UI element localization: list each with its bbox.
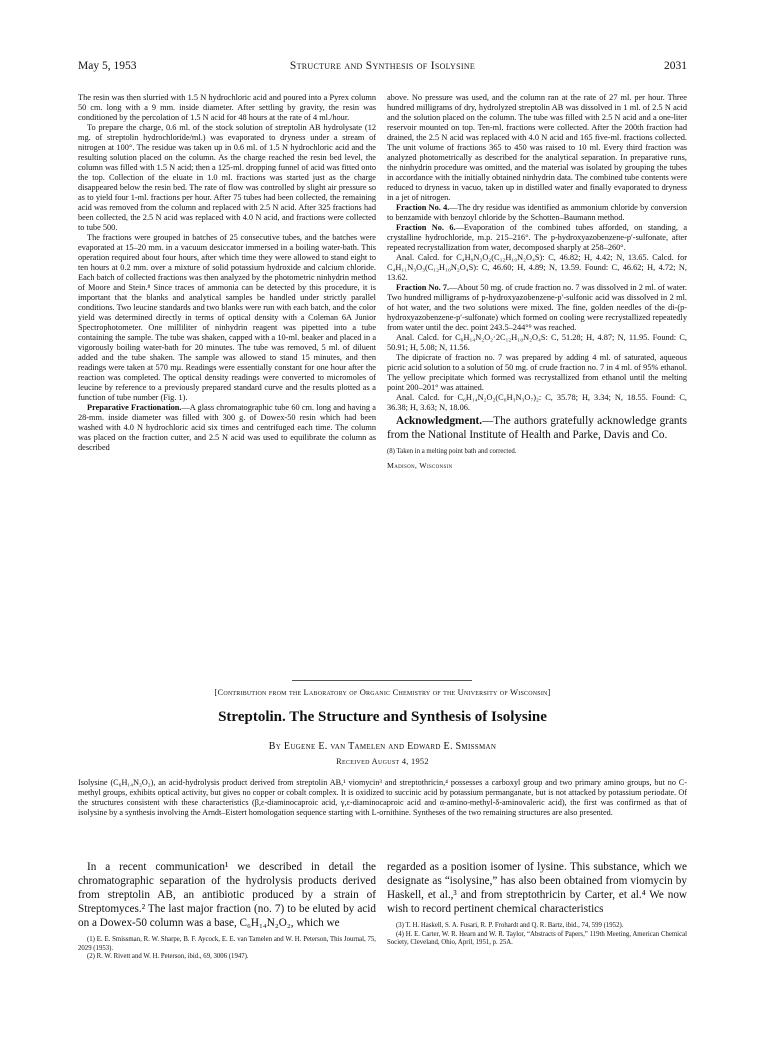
header-running-title: Structure and Synthesis of Isolysine [289, 60, 476, 72]
paragraph-text: —About 50 mg. of crude fraction no. 7 was dissolved in 2 ml. of water. Two hundred milligrams of p-hydroxyazobenzene-p′-sulfonic acid was dissolved in 2 ml. of hot water, and the two solutions were mixed. The fine, golden needles of the di-(p-hydroxyazobenzene-p′-sulfonate) which formed on cooling were recrystallized repeatedly from water until the dec. point 243.5–244°⁹ was reached. [387, 283, 688, 332]
acknowledgment-text: —The authors gratefully acknowledge grants from the National Institute of Health and Parke, Davis and Co. [387, 415, 687, 441]
paragraph-text: —A glass chromatographic tube 60 cm. long and having a 28-mm. inside diameter was filled with 300 g. of Dowex-50 resin which had been washed with 4.0 N hydrochloric acid six times and centrifuged each time. The column was placed on the fraction cutter, and 2.5 N acid was used to equilibrate the column as described [78, 403, 376, 452]
footnote: (4) H. E. Carter, W. R. Hearn and W. R. Taylor, “Abstracts of Papers,” 119th Meeting, American Chemical Society, Cleveland, Ohio, April, 1951, p. 25A. [387, 930, 687, 947]
right-text-column [387, 93, 687, 471]
paragraph: To prepare the charge, 0.6 ml. of the stock solution of streptolin AB hydrolysate (12 mg. of streptolin hydrochloride/ml.) was evaporated to dryness under a stream of nitrogen at 100°. The residue was taken up in 0.6 ml. of 1.5 N hydrochloric acid and the resulting solution placed on the column. As the charge reached the resin bed level, the column was filled with 1.5 N acid; then a 125-ml. dropping funnel of acid was fitted onto the top. Collection of the eluate in 1.0 ml. fractions was started just as the charge disappeared below the resin bed. The rate of flow was controlled by slight air pressure so as to yield four 1-ml. fractions per hour. After 75 tubes had been collected, the remaining acid was removed from the column and replaced with 2.5 N acid. After 325 fractions had been collected, the 2.5 N acid was replaced with 4.0 N acid, and fractions were collected to tube 500. [78, 123, 376, 232]
paragraph [387, 283, 687, 333]
body-left-column [78, 860, 376, 962]
left-text-column [78, 93, 376, 453]
section-lead: Fraction No. 6. [396, 223, 456, 232]
section-lead: Fraction No. 7. [396, 283, 450, 292]
location-signature: Madison, Wisconsin [387, 461, 453, 470]
contribution-line: [Contribution from the Laboratory of Organic Chemistry of the University of Wisconsin] [214, 687, 551, 697]
received-date: Received August 4, 1952 [336, 757, 429, 766]
paragraph: above. No pressure was used, and the column ran at the rate of 27 ml. per hour. Three hundred milligrams of dry, hydrolyzed streptolin AB was dissolved in 1 ml. of 2.5 N acid and the solution placed on the column. The tube was filled with 2.5 N acid and a one-liter reservoir mounted on top. Ten-ml. fractions were collected. After the 200th fraction had drained, the 2.5 N acid was replaced with 4.0 N acid and 165 five-ml. fractions collected. The unit volume of fractions 365 to 450 was raised to 10 ml. Every third fraction was analyzed photometrically as described for the analytical separation. In preparative runs, the ninhydrin procedure was omitted, and the material was isolated by grouping the tubes in accordance with the initially obtained ninhydrin data. The combined tube contents were reduced to dryness in vacuo, taken up in distilled water and finally evaporated to dryness in a jet of nitrogen. [387, 93, 687, 202]
abstract: Isolysine (C₆H₁₄N₂O₂), an acid-hydrolysis product derived from streptolin AB,¹ viomycin³ and streptothricin,⁴ possesses a carboxyl group and two primary amino groups, but no C-methyl groups, exhibits optical activity, but gives no copper or cobalt complex. It is oxidized to succinic acid by potassium permanganate, but is not attacked by potassium periodate. Of the structures consistent with these characteristics (β,ε-diaminocaproic acid, γ,ε-diaminocaproic acid and α-amino-methyl-δ-aminovaleric acid), the first was confirmed as that of isolysine by a synthesis involving the Arndt–Eistert homologation sequence starting with L-ornithine. Syntheses of the two remaining structures are also presented. [78, 778, 687, 817]
paragraph-text: —The dry residue was identified as ammonium chloride by conversion to benzamide with benzoyl chloride by the Schotten–Baumann method. [387, 203, 688, 222]
section-lead: Preparative Fractionation. [87, 403, 182, 412]
footnote: (8) Taken in a melting point bath and corrected. [387, 448, 517, 455]
body-paragraph: In a recent communication¹ we described in detail the chromatographic separation of the hydrolysis products derived from streptolin AB, an antibiotic produced by a strain of Streptomyces.² The last major fraction (no. 7) to be eluted by acid on a Dowex-50 column was a base, C₆H₁₄N₂O₂, which we [78, 861, 376, 929]
article-authors: By Eugene E. van Tamelen and Edward E. Smissman [268, 741, 497, 752]
paragraph-text: —Evaporation of the combined tubes afforded, on standing, a crystalline hydrochloride, m.p. 215–216°. The p-hydroxyazobenzene-p′-sulfonate, after repeated recrystallization from water, decomposed sharply at 258–260°. [387, 223, 687, 252]
footnotes-right [387, 922, 687, 948]
divider-rule [292, 680, 472, 681]
paragraph: The dipicrate of fraction no. 7 was prepared by adding 4 ml. of saturated, aqueous picric acid solution to a solution of 50 mg. of crude fraction no. 7 in 4 ml. of 95% ethanol. The yellow precipitate which formed was recrystallized from ethanol until the melting point 200–201° was attained. [387, 353, 687, 392]
footnote: (3) T. H. Haskell, S. A. Fusari, R. P. Frohardt and Q. R. Bartz, ibid., 74, 599 (1952). [396, 922, 624, 929]
footnotes-left [78, 936, 376, 962]
paragraph [387, 223, 687, 253]
body-right-column [387, 860, 687, 948]
footnote: (2) R. W. Rivett and W. H. Peterson, ibid., 69, 3006 (1947). [87, 953, 249, 961]
paragraph [387, 203, 687, 223]
header-page-number: 2031 [664, 60, 687, 72]
paragraph: The fractions were grouped in batches of 25 consecutive tubes, and the batches were evaporated at 15–20 mm. in a vacuum desiccator immersed in a boiling water-bath. This operation required about four hours, after which time they were allowed to stand eight to ten hours at 0.2 mm. over a mixture of solid potassium hydroxide and calcium chloride. Each batch of collected fractions was then analyzed by the photometric ninhydrin method of Moore and Stein.⁸ Since traces of ammonia can be detected by this procedure, it is important that the blanks and analytical samples be handled under strictly parallel conditions. Two leucine standards and two blanks were run with each batch, and the color yield was determined directly in terms of optical density with a Coleman 6A Junior Spectrophotometer. One milliliter of ninhydrin reagent was pipetted into a tube containing the sample. The tube was shaken, capped with a 10-ml. beaker and placed in a vigorously boiling water-bath for 20 minutes. The tube was removed, 5 ml. of diluent added and the tube shaken. The sample was allowed to stand 15 minutes, and then readings were taken at 570 mμ. Readings were essentially constant for one hour after the reaction was completed. The optical density readings were converted to micromoles of leucine by reference to a previously prepared standard curve and the results plotted as a function of tube number (Fig. 1). [78, 233, 376, 402]
analysis-paragraph: Anal. Calcd. for C₄H₉N₃O₂(C₁₂H₁₀N₂O₄S): C, 46.82; H, 4.42; N, 13.65. Calcd. for C₄H₁₁N₃O₃(C₁₂H₁₀N₂O₄S): C, 46.60; H, 4.89; N, 13.59. Found: C, 46.62; H, 4.72; N, 13.62. [387, 253, 687, 282]
header-date: May 5, 1953 [78, 60, 137, 72]
paragraph: The resin was then slurried with 1.5 N hydrochloric acid and poured into a Pyrex column 50 cm. long with a 9 mm. inside diameter. After settling by gravity, the resin was conditioned by the percolation of 1.5 N acid for 48 hours at the rate of 4 ml./hour. [78, 93, 376, 122]
analysis-paragraph: Anal. Calcd. for C₆H₁₄N₂O₂(C₆H₃N₃O₇)₂: C, 35.78; H, 3.34; N, 18.55. Found: C, 36.38; H, 3.63; N, 18.06. [387, 393, 687, 412]
article-title: Streptolin. The Structure and Synthesis of Isolysine [218, 709, 547, 725]
acknowledgment-lead: Acknowledgment. [396, 415, 483, 427]
section-lead: Fraction No. 4. [396, 203, 450, 212]
paragraph [78, 403, 376, 453]
body-paragraph: regarded as a position isomer of lysine. This substance, which we designate as “isolysine,” has also been obtained from viomycin by Haskell, et al.,³ and from streptothricin by Carter, et al.⁴ We now wish to record pertinent chemical characteristics [387, 861, 687, 915]
footnote: (1) E. E. Smissman, R. W. Sharpe, B. F. Aycock, E. E. van Tamelen and W. H. Peterson, This Journal, 75, 2029 (1953). [78, 936, 376, 952]
analysis-paragraph: Anal. Calcd. for C₆H₁₄N₂O₂·2C₁₂H₁₀N₂O₄S: C, 51.28; H, 4.87; N, 11.95. Found: C, 50.91; H, 5.08; N, 11.56. [387, 333, 687, 352]
acknowledgment [387, 414, 687, 442]
